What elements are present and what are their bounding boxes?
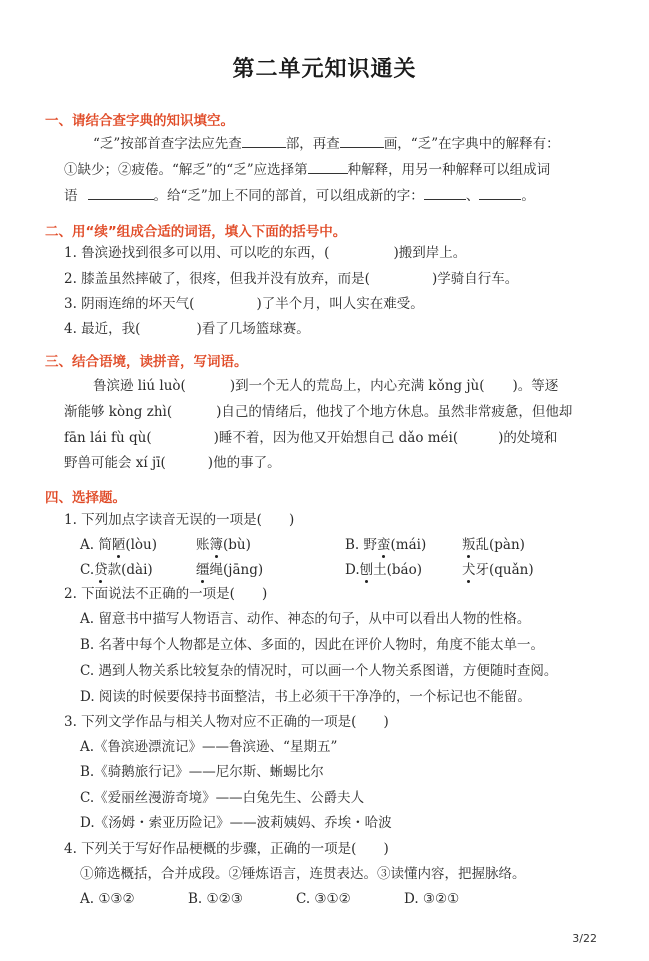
question-text: )看了几场篮球赛。 xyxy=(196,321,310,337)
option-a[interactable] xyxy=(80,535,157,555)
blank-field[interactable] xyxy=(424,186,466,200)
option-d[interactable]: D.《汤姆・索亚历险记》——波莉姨妈、乔埃・哈波 xyxy=(80,815,392,831)
blank-field[interactable] xyxy=(88,186,154,200)
pinyin: (bù) xyxy=(223,537,251,553)
passage-text: 渐能够 kòng zhì( xyxy=(64,404,173,420)
passage-text: )睡不着，因为他又开始想自己 dǎo méi( xyxy=(213,430,459,446)
passage-text: )到一个无人的荒岛上，内心充满 kǒng jù( xyxy=(229,378,485,394)
sec1-text: 。 xyxy=(521,188,535,204)
dotted-char: 陋 xyxy=(111,537,126,553)
option-b-second xyxy=(462,535,525,555)
passage-text: )。等逐 xyxy=(512,378,559,394)
sec1-line-1 xyxy=(93,134,560,154)
option-a[interactable]: A. ①③② xyxy=(80,891,135,907)
dotted-char: 贷 xyxy=(94,562,108,578)
passage-text: fān lái fù qù( xyxy=(64,430,152,446)
option-c-second xyxy=(196,560,263,580)
option-c[interactable] xyxy=(80,560,153,580)
passage-text: 鲁滨逊 liú luò( xyxy=(93,378,186,394)
option-d[interactable] xyxy=(345,560,422,580)
sec4-q4-steps: ①筛选概括，合并成段。②锤炼语言，连贯表达。③读懂内容，把握脉络。 xyxy=(80,866,526,882)
option-label: A. 简 xyxy=(80,537,112,553)
sec1-text: 部，再查 xyxy=(285,136,340,152)
option-a[interactable]: A. 留意书中描写人物语言、动作、神态的句子，从中可以看出人物的性格。 xyxy=(80,611,531,627)
blank-field[interactable] xyxy=(479,186,521,200)
section-heading-4: 四、选择题。 xyxy=(45,490,126,506)
pinyin: 牙(quǎn) xyxy=(475,562,534,578)
option-b[interactable]: B.《骑鹅旅行记》——尼尔斯、蜥蜴比尔 xyxy=(80,764,324,780)
section-heading-1: 一、请结合查字典的知识填空。 xyxy=(45,113,234,129)
sec1-text: 语 xyxy=(64,188,78,204)
sec1-text: 画，“乏”在字典中的解释有： xyxy=(383,136,560,152)
sec1-line-2 xyxy=(64,160,550,180)
passage-text: 野兽可能会 xí jī( xyxy=(64,455,166,471)
option-d[interactable]: D. ③②① xyxy=(404,891,460,907)
option-a[interactable]: A.《鲁滨逊漂流记》——鲁滨逊、“星期五” xyxy=(80,739,338,755)
sec2-question-2 xyxy=(64,269,518,289)
question-text: )搬到岸上。 xyxy=(393,245,467,261)
sec3-line-3 xyxy=(64,428,557,448)
dotted-char: 犬 xyxy=(462,562,476,578)
sec1-text: 。给“乏”加上不同的部首，可以组成新的字： xyxy=(153,188,424,204)
sec2-question-4 xyxy=(64,319,310,339)
dotted-char: 刨 xyxy=(359,562,374,578)
sec1-text: “乏”按部首查字法应先查 xyxy=(93,136,242,152)
sec3-line-1 xyxy=(93,376,558,396)
page-number: 3/22 xyxy=(572,932,597,945)
option-label: B. 野 xyxy=(345,537,378,553)
blank-field[interactable] xyxy=(242,134,286,148)
sec4-q1-stem: 1. 下列加点字读音无误的一项是( ) xyxy=(64,512,295,528)
blank-field[interactable] xyxy=(340,134,384,148)
pinyin: 土(báo) xyxy=(373,562,422,578)
pinyin: (mái) xyxy=(390,537,427,553)
option-b[interactable] xyxy=(345,535,426,555)
question-text: 1. 鲁滨逊找到很多可以用、可以吃的东西，( xyxy=(64,245,330,261)
question-text: 3. 阴雨连绵的坏天气( xyxy=(64,296,195,312)
sec1-text: 种解释，用另一种解释可以组成词 xyxy=(347,162,551,178)
pinyin: 乱(pàn) xyxy=(475,537,525,553)
option-b[interactable]: B. ①②③ xyxy=(188,891,243,907)
pinyin: 款(dài) xyxy=(107,562,153,578)
sec1-text: ①缺少；②疲倦。“解乏”的“乏”应选择第 xyxy=(64,162,308,178)
sec4-q4-stem: 4. 下列关于写好作品梗概的步骤，正确的一项是( ) xyxy=(64,841,389,857)
section-heading-3: 三、结合语境，读拼音，写词语。 xyxy=(45,354,248,370)
option-c[interactable]: C.《爱丽丝漫游奇境》——白兔先生、公爵夫人 xyxy=(80,790,365,806)
dotted-char: 簿 xyxy=(209,537,223,553)
sec4-q3-stem: 3. 下列文学作品与相关人物对应不正确的一项是( ) xyxy=(64,714,389,730)
question-text: )了半个月，叫人实在难受。 xyxy=(256,296,424,312)
passage-text: )他的事了。 xyxy=(207,455,281,471)
sec2-question-3 xyxy=(64,294,424,314)
option-b[interactable]: B. 名著中每个人物都是立体、多面的，因此在评价人物时，角度不能太单一。 xyxy=(80,637,545,653)
section-heading-2: 二、用“续”组成合适的词语，填入下面的括号中。 xyxy=(45,224,347,240)
option-label: D. xyxy=(345,562,360,578)
option-d[interactable]: D. 阅读的时候要保持书面整洁，书上必须干干净净的，一个标记也不能留。 xyxy=(80,689,531,705)
sec4-q2-stem: 2. 下面说法不正确的一项是( ) xyxy=(64,586,268,602)
sec3-line-4 xyxy=(64,453,281,473)
passage-text: )的处境和 xyxy=(498,430,558,446)
page-title: 第二单元知识通关 xyxy=(232,57,417,82)
question-text: 2. 膝盖虽然摔破了，很疼，但我并没有放弃，而是( xyxy=(64,271,370,287)
option-a-second xyxy=(196,535,251,555)
pinyin: (lòu) xyxy=(125,537,158,553)
dotted-char: 缰 xyxy=(196,562,210,578)
blank-field[interactable] xyxy=(308,160,348,174)
pinyin: 绳(jāng) xyxy=(209,562,264,578)
sec1-line-3 xyxy=(64,186,535,206)
sec2-question-1 xyxy=(64,243,466,263)
sec1-text: 、 xyxy=(465,188,480,204)
option-d-second xyxy=(462,560,534,580)
option-text: 账 xyxy=(196,537,210,553)
dotted-char: 叛 xyxy=(462,537,476,553)
option-c[interactable]: C. 遇到人物关系比较复杂的情况时，可以画一个人物关系图谱，方便随时查阅。 xyxy=(80,663,558,679)
question-text: 4. 最近，我( xyxy=(64,321,141,337)
option-c[interactable]: C. ③①② xyxy=(296,891,351,907)
option-label: C. xyxy=(80,562,95,578)
question-text: )学骑自行车。 xyxy=(431,271,519,287)
passage-text: )自己的情绪后，他找了个地方休息。虽然非常疲惫，但他却 xyxy=(216,404,573,420)
sec3-line-2 xyxy=(64,402,572,422)
dotted-char: 蛮 xyxy=(377,537,391,553)
